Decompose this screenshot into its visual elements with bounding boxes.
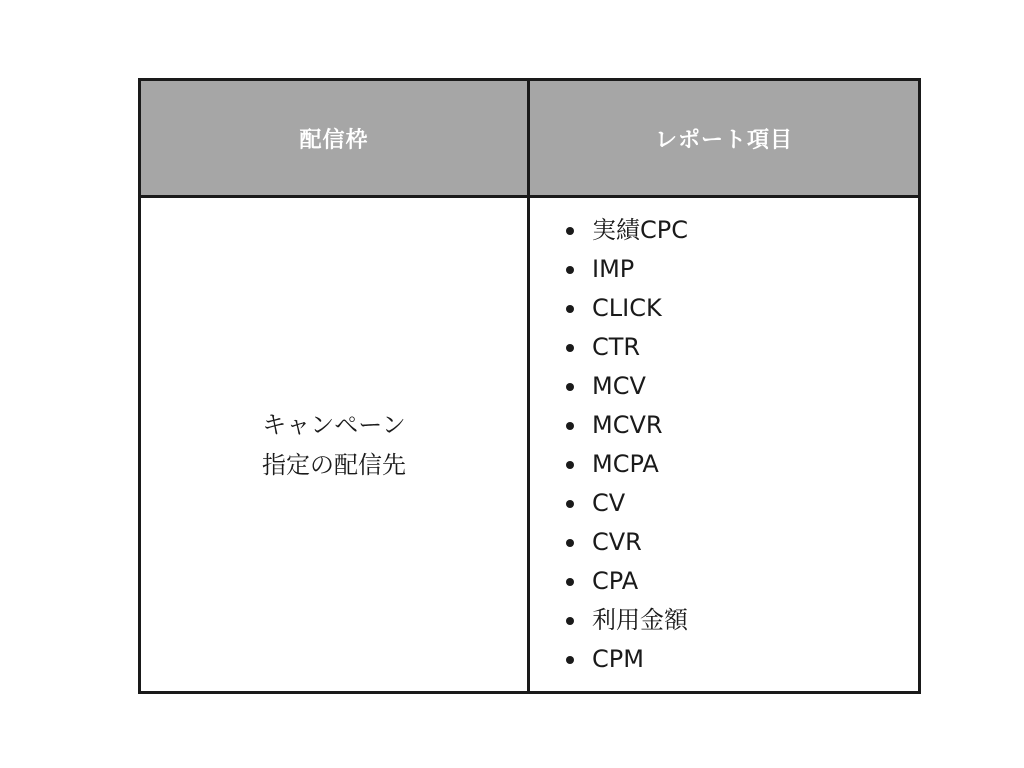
list-item-label: CPM [592,644,644,673]
list-item [566,328,918,367]
list-item [566,367,918,406]
list-item [566,640,918,679]
bullet-icon [566,461,574,469]
bullet-icon [566,500,574,508]
list-item [566,484,918,523]
header-slot: 配信枠 [140,80,529,197]
table-row [140,197,920,693]
list-item-label: CV [592,488,626,517]
list-item-label: IMP [592,254,635,283]
slot-line: キャンペーン [262,410,406,439]
bullet-icon [566,656,574,664]
list-item-label: 実績CPC [592,215,688,244]
bullet-icon [566,266,574,274]
list-item-label: MCV [592,371,646,400]
report-items-cell [529,197,920,693]
report-items-list [530,211,918,679]
bullet-icon [566,578,574,586]
bullet-icon [566,539,574,547]
bullet-icon [566,383,574,391]
list-item-label: 利用金額 [592,605,688,634]
slot-cell [140,197,529,693]
report-table [138,78,921,694]
list-item [566,250,918,289]
bullet-icon [566,422,574,430]
list-item [566,523,918,562]
bullet-icon [566,344,574,352]
list-item-label: MCPA [592,449,659,478]
list-item [566,445,918,484]
bullet-icon [566,305,574,313]
header-report-items: レポート項目 [529,80,920,197]
list-item-label: CLICK [592,293,662,322]
slot-line: 指定の配信先 [262,450,406,479]
list-item-label: CTR [592,332,641,361]
bullet-icon [566,617,574,625]
bullet-icon [566,227,574,235]
list-item [566,562,918,601]
list-item [566,406,918,445]
list-item-label: CPA [592,566,639,595]
list-item-label: MCVR [592,410,663,439]
list-item [566,601,918,640]
list-item [566,211,918,250]
header-row [140,80,920,197]
list-item-label: CVR [592,527,642,556]
list-item [566,289,918,328]
